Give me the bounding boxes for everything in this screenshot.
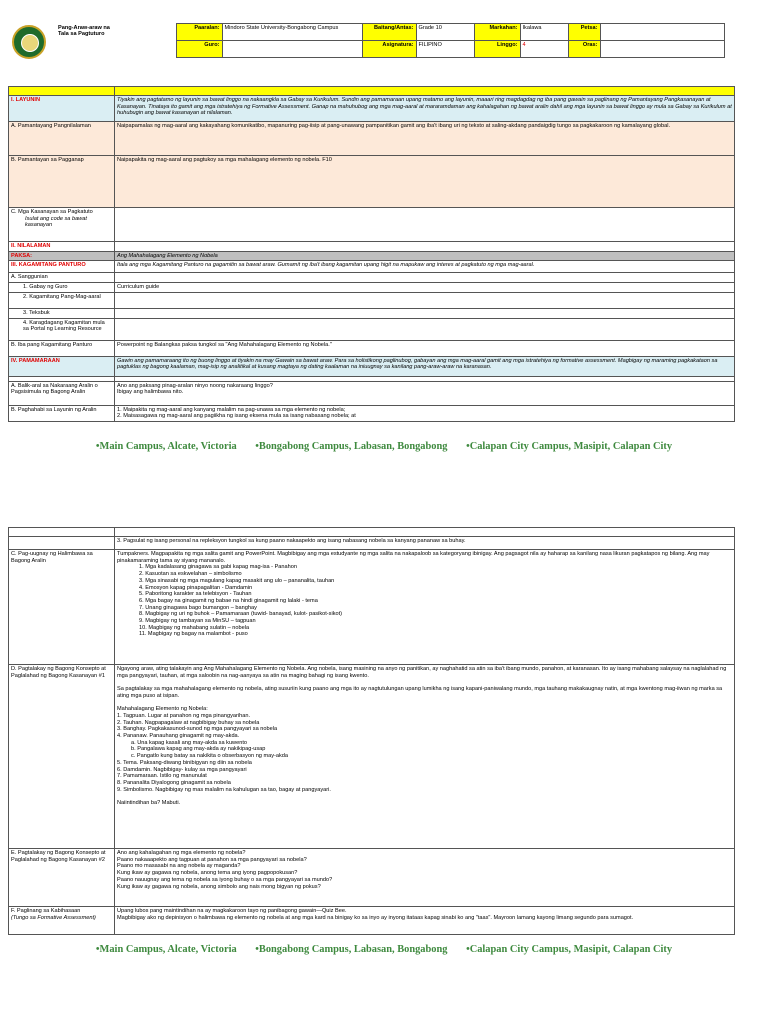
pananaw-sublist — [117, 740, 732, 760]
pamamaraan-heading: IV. PAMAMARAAN — [9, 356, 115, 376]
footer-main-campus: •Main Campus, Alcate, Victoria — [95, 944, 237, 955]
pag-uugnay-list — [117, 564, 732, 638]
list-item: 8. Magbigay ng uri ng buhok – Pamamaraan (tuwid- banayad, kulot- pasikot-sikot) — [139, 611, 343, 618]
kasanayan-label: C. Mga Kasanayan sa Pagkatuto Isulat ang code sa bawat kasanayan — [9, 208, 115, 242]
document-title: Pang-Araw-araw na Tala sa Pagtuturo — [58, 24, 110, 38]
paaralan-value: Mindoro State University-Bongabong Campus — [222, 24, 362, 41]
list-item: Kung ikaw ay gagawa ng nobela, anong tema ang iyong pagpopokusan? — [117, 870, 298, 877]
list-item: 7. Unang ginagawa bago bumangon – banghay — [139, 604, 257, 611]
asignatura-label: Asignatura: — [362, 41, 416, 58]
list-item: 4. Emosyon kapag pinapagalitan - Damdamin — [139, 584, 253, 591]
kagamitang-panturo-text: Itala ang mga Kagamitang Panturo na gagamitin sa bawat araw. Gumamit ng iba't ibang kagamitan upang higit na mapukaw ang interes at pagkatuto ng mga mag-aaral. — [115, 261, 735, 273]
kasanayan-text — [115, 208, 735, 242]
footer-calapan-campus: •Calapan City Campus, Masipit, Calapan City — [466, 441, 673, 452]
guro-value — [222, 41, 362, 58]
petsa-value — [600, 24, 724, 41]
list-item: 2. Tauhan. Nagpapagalaw at nagbibigay buhay sa nobela — [117, 719, 260, 726]
list-item: 5. Tema. Paksang-diwang binibigyan ng diin sa nobela — [117, 759, 252, 766]
list-item: 6. Damdamin. Nagbibigay- kulay sa mga pangyayari — [117, 766, 247, 773]
iba-pang-kagamitan-label: B. Iba pang Kagamitang Panturo — [9, 340, 115, 356]
elemento-list — [117, 713, 732, 740]
list-item: 1. Mga kadalasang ginagawa sa gabi kapag mag-isa - Panahon — [139, 564, 297, 571]
paglinang-label: F. Paglinang sa Kabihasaan (Tungo sa Formative Assessment) — [9, 907, 115, 935]
teksbuk-label: 3. Teksbuk — [9, 308, 115, 318]
paghahabi-text: 1. Maipakita ng mag-aaral ang kanyang malalim na pag-unawa sa mga elemento ng nobela; 2. Maisasagawa ng mag-aaral ang pagiikha ng isang eksena mula sa isang nabasang nobela; at — [115, 405, 735, 421]
sanggunian-label: A. Sanggunian — [9, 273, 115, 283]
pamamaraan-text: Gawin ang pamamaraang ito ng buong linggo at tiyakin na may Gawain sa bawat araw. Para sa holistikong paglinubog, gabayan ang mga mag-aaral gamit ang mga istratehiya ng formative assessment. Magbigay ng maraming pagkakataon sa pagtuklas ng bagong kaalaman, mag-isip ng analitikal at kusang magtaya ng dating kaalaman na iniuugnay sa kanilang pang-araw-araw na karanasan. — [115, 356, 735, 376]
kagamitang-mag-aaral-label: 2. Kagamitang Pang-Mag-aaral — [9, 292, 115, 308]
balik-aral-text: Ano ang paksang pinag-aralan ninyo noong nakaraang linggo? Ibigay ang halimbawa nito. — [115, 381, 735, 405]
list-item: Magbibigay ako ng depinisyon o halimbawa ng elemento ng nobela at ang mga kard na binigay ko sa inyo ay inyong itataas kapag sinabi ko ang "taas". Mayroon lamang kayong limang segundo para sumagot. — [117, 914, 634, 921]
paksa-label: PAKSA: — [9, 251, 115, 261]
kagamitang-panturo-heading: III. KAGAMITANG PANTURO — [9, 261, 115, 273]
list-item: 9. Simbolismo. Nagbibigay ng mas malalim na kahulugan sa tao, bagay at pangyayari. — [117, 786, 331, 793]
iba-pang-kagamitan-value: Powerpoint ng Balangkas paksa tungkol sa "Ang Mahahalagang Elemento ng Nobela." — [115, 340, 735, 356]
linggo-label: Linggo: — [474, 41, 520, 58]
list-item: 2. Kasuotan sa eskwelahan – simbolismo — [139, 571, 242, 578]
layunin-heading: I. LAYUNIN — [9, 96, 115, 122]
footer-calapan-campus: •Calapan City Campus, Masipit, Calapan City — [466, 944, 673, 955]
list-item: 5. Paboritong karakter sa telebisyon - Tauhan — [139, 591, 252, 598]
guro-label: Guro: — [176, 41, 222, 58]
list-item: Paano nauugnay ang tema ng nobela sa iyong buhay o sa mga pangyayari sa mundo? — [117, 876, 333, 883]
page1-footer — [0, 441, 768, 452]
pagtalakay-2-text — [115, 849, 735, 907]
nilalaman-heading: II. NILALAMAN — [9, 242, 115, 252]
balik-aral-label: A. Balik-aral sa Nakaraang Aralin o Pagsisimula ng Bagong Aralin — [9, 381, 115, 405]
elemento-list-continued — [117, 760, 732, 794]
page1-lesson-table — [8, 86, 735, 422]
list-item: b. Pangalawa kapag ang may-akda ay nakikipag-usap — [131, 746, 266, 753]
list-item: 4. Pananaw. Panauhang ginagamit ng may-akda. — [117, 733, 240, 740]
markahan-label: Markahan: — [474, 24, 520, 41]
page2-lesson-table — [8, 527, 735, 935]
pagtalakay-2-label: E. Pagtalakay ng Bagong Konsepto at Paglalahad ng Bagong Kasanayan #2 — [9, 849, 115, 907]
list-item: 1. Tagpuan. Lugar at panahon ng mga pinangyarihan. — [117, 712, 251, 719]
list-item: Paano nakaaapekto ang tagpuan at panahon sa mga pangyayari sa nobela? — [117, 856, 307, 863]
pamantayan-pagganap-label: B. Pamantayan sa Pagganap — [9, 156, 115, 208]
list-item: 6. Mga bagay na ginagamit ng babae na hindi ginagamit ng lalaki - tema — [139, 597, 318, 604]
list-item: 10. Magbigay ng mahabang sulatin – nobela — [139, 624, 250, 631]
pamantayang-pangnilalaman-label: A. Pamantayang Pangnilalaman — [9, 122, 115, 156]
baitang-label: Baitang/Antas: — [362, 24, 416, 41]
list-item: Kung ikaw ay gagawa ng nobela, anong simbolo ang nais mong bigyan ng pokus? — [117, 883, 321, 890]
pagtalakay-1-text: Ngayong araw, ating talakayin ang Ang Mahahalagang Elemento ng Nobela. Ang nobela, isang masining na anyo ng panitikan, ay naghahatid sa atin sa iba't ibang mundo, panahon, at karanasan. Ito ay isang mahabang salaysay na naglalahad ng mga pangyayari, tauhan, at mga saloobin na nag-aanyaya sa atin na maging bahagi ng isang kwento. Sa pagtalakay sa mga mahahalagang elemento ng nobela, ating susuriin kung paano ang mga ito ay nagtutulungan upang lumikha ng isang kapani-paniwalang mundo, mga tauhang makakaugnay natin, at mga kwentong mag-iiwan ng marka sa ating mga puso at isipan. Mahahalagang Elemento ng Nobela: 1. Tagpuan. Lugar at panahon ng mga pinangyarihan. 2. Tauhan. Nagpapagalaw at nagbibigay buhay sa nobela 3. Banghay. Pagkakasunod-sunod ng mga pangyayari sa nobela 4. Pananaw. Panauhang ginagamit ng may-akda. a. Una kapag kasali ang may-akda sa kuwento b. Pangalawa kapag ang may-akda ay nakikipag-usap c. Pangatlo kung batay sa nakikita o obserbasyon ng may-akda 5. Tema. Paksang-diwang binibigyan ng diin sa nobela 6. Damdamin. Nagbibigay- kulay sa mga pangyayari 7. Pamamaraan. Istilo ng manunulat 8. Pananalita Diyalogong ginagamit sa nobela 9. Simbolismo. Nagbibigay ng mas malalim na kahulugan sa tao, bagay at pangyayari. Naiintindihan ba? Mabuti. — [115, 665, 735, 849]
footer-bongabong-campus: •Bongabong Campus, Labasan, Bongabong — [255, 944, 448, 955]
paaralan-label: Paaralan: — [176, 24, 222, 41]
pagtalakay-1-label: D. Pagtalakay ng Bagong Konsepto at Paglalahad ng Bagong Kasanayan #1 — [9, 665, 115, 849]
list-item: Ano ang kahalagahan ng mga elemento ng nobela? — [117, 850, 246, 856]
paksa-value: Ang Mahahalagang Elemento ng Nobela — [115, 251, 735, 261]
list-item: 9. Magbigay ng tambayan sa MinSU – tagpuan — [139, 618, 256, 625]
gabay-guro-label: 1. Gabay ng Guro — [9, 283, 115, 293]
pamantayang-pangnilalaman-text: Naipapamalas ng mag-aaral ang kakayahang komunikatibo, mapanuring pag-iisip at pang-unawang pampanitikan gamit ang iba't ibang uri ng teksto at saling-akdang pandaigdig tungo sa pagkakaroon ng kamalayang global. — [115, 122, 735, 156]
list-item: 8. Pananalita Diyalogong ginagamit sa nobela — [117, 779, 231, 786]
paglinang-text — [115, 907, 735, 935]
linggo-value: 4 — [520, 41, 568, 58]
header-table — [56, 23, 725, 58]
gabay-guro-value: Curriculum guide — [115, 283, 735, 293]
layunin-text: Tiyakin ang pagtatamo ng layunin sa bawat linggo na nakaangkla sa Gabay sa Kurikulum. Sundin ang pamamaraan upang matamo ang layunin, maaari ring magdagdag ng iba pang gawain sa paglinang ng Pamantayang Pangkasanayan at Kasanayan. Tinataya ito gamit ang mga istratehiya ng Formative Assessment. Ganap na mahuhubog ang mga mag-aaral at mararamdaman ang kahalagahan ng bawat aralin dahil ang mga layunin sa bawat linggo ay mula sa Gabay sa Kurikulum at huhubugin ang bawat kasanayan at nilalaman. — [115, 96, 735, 122]
list-item: 7. Pamamaraan. Istilo ng manunulat — [117, 773, 207, 780]
pamantayan-pagganap-text: Naipapakita ng mag-aaral ang pagtukoy sa mga mahalagang elemento ng nobela. F10 — [115, 156, 735, 208]
baitang-value: Grade 10 — [416, 24, 474, 41]
list-item: Paano mo masasabi na ang nobela ay maganda? — [117, 863, 241, 870]
list-item: Upang lubos pang maintindihan na ay magkakaroon tayo ng panibagong gawain—Quiz Bee. — [117, 908, 347, 914]
oras-value — [600, 41, 724, 58]
markahan-value: Ikalawa — [520, 24, 568, 41]
list-item: c. Pangatlo kung batay sa nakikita o obserbasyon ng may-akda — [131, 753, 289, 760]
list-item: 11. Magbigay ng bagay na malambot - puso — [139, 631, 248, 638]
footer-bongabong-campus: •Bongabong Campus, Labasan, Bongabong — [255, 441, 448, 452]
paghahabi-label: B. Paghahabi sa Layunin ng Aralin — [9, 405, 115, 421]
paghahabi-continuation: 3. Pagsulat ng isang personal na repleksyon tungkol sa kung paano nakaapekto ang isang nabasang nobela sa kanyang pananaw sa buhay. — [115, 537, 735, 550]
karagdagang-kagamitan-label: 4. Karagdagang Kagamitan mula sa Portal ng Learning Resource — [9, 318, 115, 340]
list-item: 3. Mga sinasabi ng mga magulang kapag masakit ang ulo – pananalita, tauhan — [139, 577, 335, 584]
asignatura-value: FILIPINO — [416, 41, 474, 58]
university-seal-icon — [12, 25, 46, 59]
list-item: a. Una kapag kasali ang may-akda sa kuwento — [131, 739, 247, 746]
oras-label: Oras: — [568, 41, 600, 58]
petsa-label: Petsa: — [568, 24, 600, 41]
footer-main-campus: •Main Campus, Alcate, Victoria — [95, 441, 237, 452]
list-item: 3. Banghay. Pagkakasunod-sunod ng mga pangyayari sa nobela — [117, 726, 278, 733]
page2-footer — [0, 944, 768, 955]
pag-uugnay-label: C. Pag-uugnay ng Halimbawa sa Bagong Aralin — [9, 550, 115, 665]
pag-uugnay-text: Tumpakners. Magpapakita ng mga salita gamit ang PowerPoint. Magbibigay ang mga estudyante ng mga salita na nakapaloob sa kategoryang ibinigay. Ang pagsagot nila ay haharap sa kanilang nasa likuran pagkatapos ng bilang. Ang may pinakamaraming tama ay siyang mananalo. 1. Mga kadalasang ginagawa sa gabi kapag mag-isa - Panahon 2. Kasuotan sa eskwelahan – simbolismo 3. Mga sinasabi ng mga magulang kapag masakit ang ulo – pananalita, tauhan 4. Emosyon kapag pinapagalitan - Damdamin 5. Paboritong karakter sa telebisyon - Tauhan 6. Mga bagay na ginagamit ng babae na hindi ginagamit ng lalaki - tema 7. Unang ginagawa bago bumangon – banghay 8. Magbigay ng uri ng buhok – Pamamaraan (tuwid- banayad, kulot- pasikot-sikot) 9. Magbigay ng tambayan sa MinSU – tagpuan 10. Magbigay ng mahabang sulatin – nobela 11. Magbigay ng bagay na malambot - puso — [115, 550, 735, 665]
